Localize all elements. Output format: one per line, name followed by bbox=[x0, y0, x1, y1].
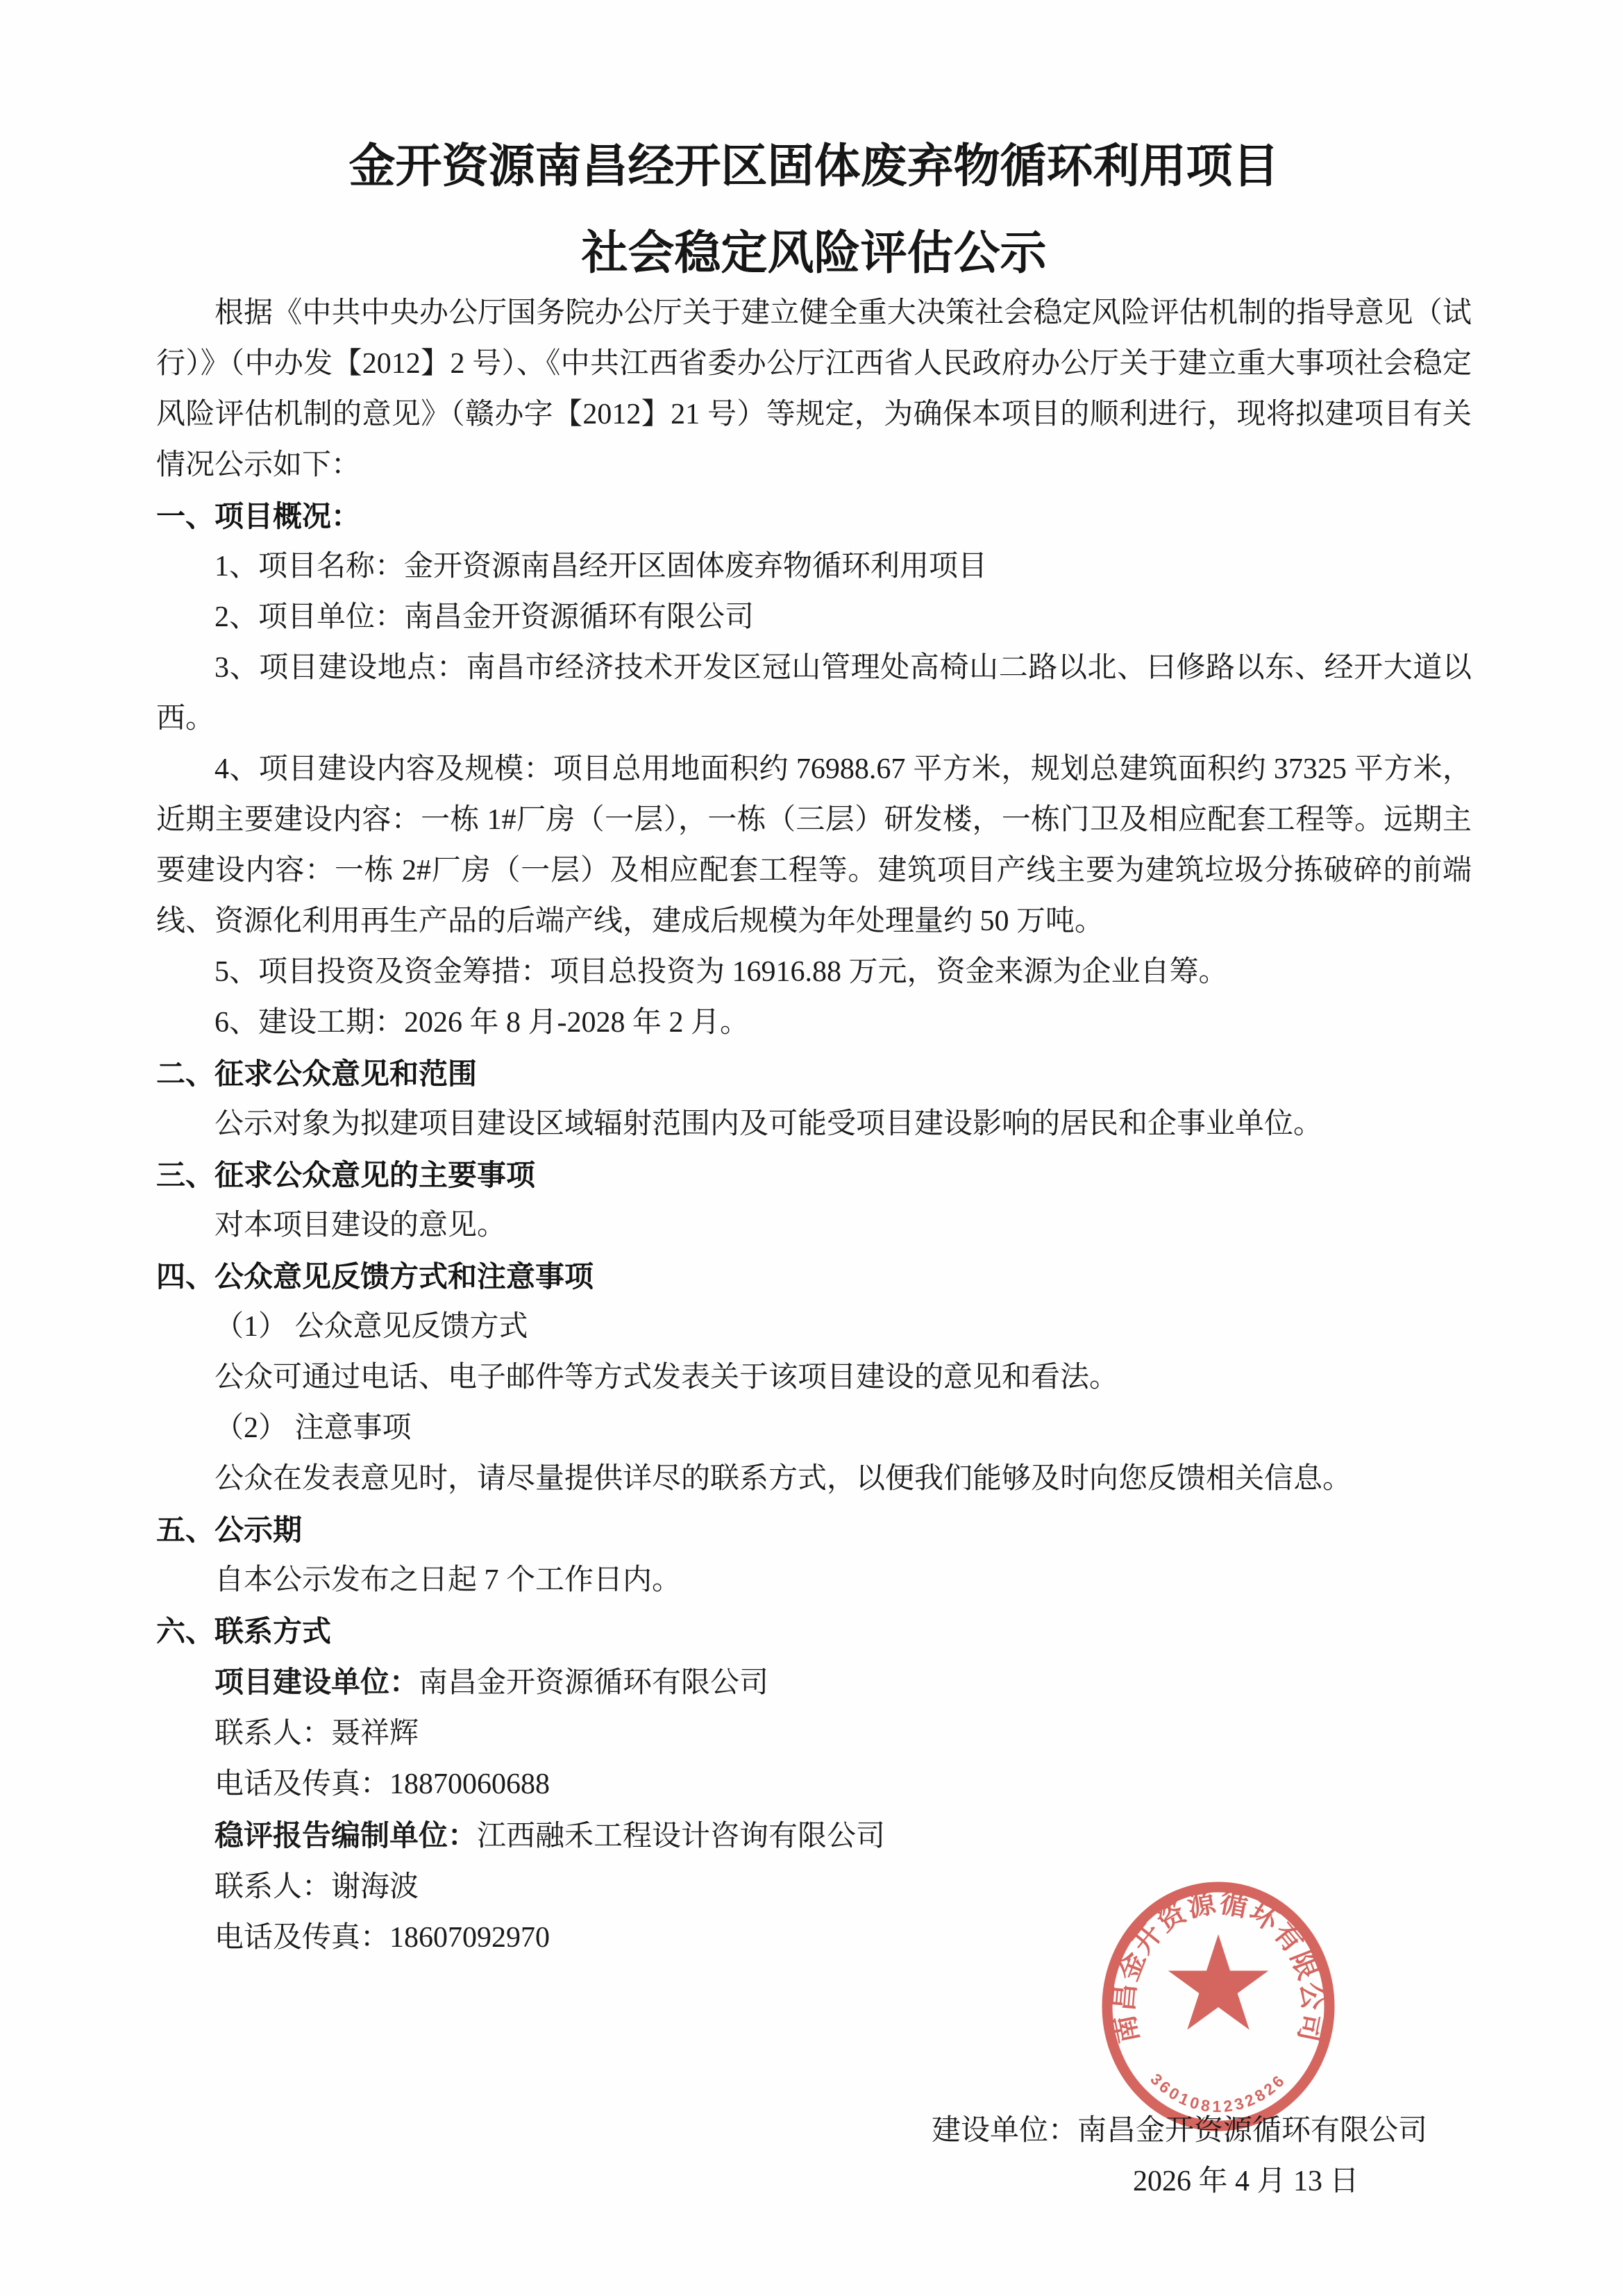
signature-date: 2026 年 4 月 13 日 bbox=[1133, 2165, 1359, 2197]
contact-person-value-1: 聂祥辉 bbox=[331, 1718, 419, 1750]
section-5-heading: 五、公示期 bbox=[156, 1514, 303, 1546]
phone-fax-line-2 bbox=[156, 1913, 1472, 1963]
section-3-body: 对本项目建设的意见。 bbox=[215, 1209, 507, 1241]
signature-block bbox=[156, 2106, 1472, 2207]
section-4-heading: 四、公众意见反馈方式和注意事项 bbox=[156, 1260, 594, 1293]
section-6-heading: 六、联系方式 bbox=[156, 1615, 332, 1648]
report-unit-label: 稳评报告编制单位： bbox=[215, 1819, 478, 1852]
section-4-sub1-body: 公众可通过电话、电子邮件等方式发表关于该项目建设的意见和看法。 bbox=[215, 1361, 1119, 1393]
signature-unit-label: 建设单位： bbox=[932, 2115, 1078, 2147]
phone-fax-label-1: 电话及传真： bbox=[215, 1768, 390, 1800]
section-4-sub1-heading: （1） 公众意见反馈方式 bbox=[215, 1311, 528, 1343]
contact-person-label-1: 联系人： bbox=[215, 1718, 332, 1750]
contact-person-line-2 bbox=[156, 1862, 1472, 1913]
seal-serial-number: 3601081232826 bbox=[1147, 2070, 1290, 2116]
section-4-sub2-body: 公众在发表意见时，请尽量提供详尽的联系方式，以便我们能够及时向您反馈相关信息。 bbox=[215, 1463, 1352, 1495]
contact-person-label-2: 联系人： bbox=[215, 1871, 332, 1903]
section-4-sub2-heading: （2） 注意事项 bbox=[215, 1412, 412, 1444]
section-5-body: 自本公示发布之日起 7 个工作日内。 bbox=[215, 1564, 682, 1596]
section-2-heading: 二、征求公众意见和范围 bbox=[156, 1057, 478, 1090]
construction-unit-line bbox=[156, 1657, 1472, 1709]
document-title-line2: 社会稳定风险评估公示 bbox=[581, 227, 1047, 279]
section-1-item-5: 5、项目投资及资金筹措：项目总投资为 16916.88 万元，资金来源为企业自筹。 bbox=[215, 956, 1228, 988]
contact-person-value-2: 谢海波 bbox=[331, 1871, 419, 1903]
phone-fax-line-1 bbox=[156, 1759, 1472, 1810]
report-unit-line bbox=[156, 1810, 1472, 1862]
document-title-line1: 金开资源南昌经开区固体废弃物循环利用项目 bbox=[348, 140, 1279, 192]
section-1-item-2: 2、项目单位：南昌金开资源循环有限公司 bbox=[215, 601, 755, 633]
construction-unit-value: 南昌金开资源循环有限公司 bbox=[419, 1667, 769, 1699]
section-1-item-1: 1、项目名称：金开资源南昌经开区固体废弃物循环利用项目 bbox=[215, 551, 988, 583]
phone-fax-label-2: 电话及传真： bbox=[215, 1922, 390, 1954]
phone-fax-value-1: 18870060688 bbox=[389, 1768, 550, 1800]
section-1-item-3: 3、项目建设地点：南昌市经济技术开发区冠山管理处高椅山二路以北、曰修路以东、经开大道以西。 bbox=[156, 652, 1472, 735]
section-2-body: 公示对象为拟建项目建设区域辐射范围内及可能受项目建设影响的居民和企事业单位。 bbox=[215, 1108, 1323, 1140]
signature-unit-value: 南昌金开资源循环有限公司 bbox=[1077, 2115, 1428, 2147]
construction-unit-label: 项目建设单位： bbox=[215, 1666, 419, 1698]
intro-paragraph: 根据《中共中央办公厅国务院办公厅关于建立健全重大决策社会稳定风险评估机制的指导意见（试行）》（中办发【2012】2 号）、《中共江西省委办公厅江西省人民政府办公厅关于建立重大事项社会稳定风险评估机制的意见》（赣办字【2012】21 号）等规定，为确保本项目的顺利进行，现将拟建项目有关情况公示如下： bbox=[156, 297, 1472, 481]
section-3-heading: 三、征求公众意见的主要事项 bbox=[156, 1159, 536, 1191]
section-1-item-6: 6、建设工期：2026 年 8 月-2028 年 2 月。 bbox=[215, 1007, 749, 1039]
contact-person-line-1 bbox=[156, 1709, 1472, 1759]
signature-unit-line bbox=[156, 2106, 1472, 2156]
seal-company-name: 南昌金开资源循环有限公司 bbox=[1108, 1887, 1329, 2046]
document-content bbox=[156, 132, 1472, 2207]
phone-fax-value-2: 18607092970 bbox=[389, 1922, 550, 1954]
section-1-heading: 一、项目概况： bbox=[156, 500, 361, 533]
section-1-item-4: 4、项目建设内容及规模：项目总用地面积约 76988.67 平方米，规划总建筑面积约 37325 平方米，近期主要建设内容：一栋 1#厂房（一层），一栋（三层）研发楼，一栋门卫及相应配套工程等。远期主要建设内容：一栋 2#厂房（一层）及相应配套工程等。建筑项目产线主要为建筑垃圾分拣破碎的前端线、资源化利用再生产品的后端产线，建成后规模为年处理量约 50 万吨。 bbox=[156, 753, 1472, 937]
report-unit-value: 江西融禾工程设计咨询有限公司 bbox=[477, 1820, 886, 1852]
